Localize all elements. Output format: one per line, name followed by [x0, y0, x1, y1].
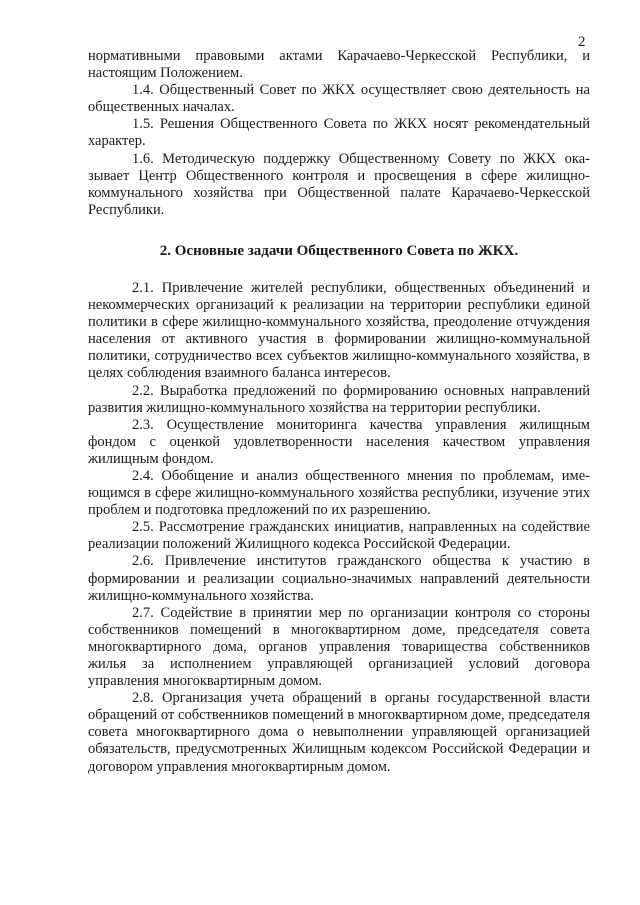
paragraph-2-2: 2.2. Выработка предложений по формированию основных направлений развития жилищно-коммунального хозяйства на территории республики.	[88, 382, 590, 416]
paragraph-1-5: 1.5. Решения Общественного Совета по ЖКХ носят рекомендательный характер.	[88, 116, 590, 150]
section-heading: 2. Основные задачи Общественного Совета по ЖКХ.	[159, 242, 519, 259]
paragraph-2-7: 2.7. Содействие в принятии мер по организации контроля со стороны собственников помещений в многоквартирном доме, председателя совета многоквартирного дома, органов управления товарищества собственников жилья за исполнением управляющей организацией условий договора управления многоквартирным домом.	[88, 604, 590, 690]
document-body	[88, 48, 590, 776]
paragraph-2-5: 2.5. Рассмотрение гражданских инициатив, направленных на содействие реализации положений Жилищного кодекса Российской Федерации.	[88, 519, 590, 553]
paragraph-2-6: 2.6. Привлечение институтов гражданского общества к участию в формировании и реализации социально-значимых направлений деятельности жилищно-коммунального хозяйства.	[88, 553, 590, 604]
paragraph-2-4: 2.4. Обобщение и анализ общественного мнения по проблемам, имеющимся в сфере жилищно-коммунального хозяйства республики, изучение этих проблем и подготовка предложений по их разрешению.	[88, 467, 590, 519]
paragraph-2-1: 2.1. Привлечение жителей республики, общественных объединений и некоммерческих организаций к реализации на территории республики единой политики в сфере жилищно-коммунального хозяйства, преодоление отчуждения населения от активного участия в формировании жилищно-коммунальной политики, сотрудничество всех субъектов жилищно-коммунального хозяйства, в целях соблюдения взаимного баланса интересов.	[88, 279, 590, 382]
paragraph-2-3: 2.3. Осуществление мониторинга качества управления жилищным фондом с оценкой удовлетворенности населения качеством управления жилищным фондом.	[88, 416, 590, 467]
page-number: 2	[578, 34, 586, 50]
paragraph-1-4: 1.4. Общественный Совет по ЖКХ осуществляет свою деятельность на общественных началах.	[88, 82, 590, 116]
paragraph-2-8: 2.8. Организация учета обращений в органы государственной власти обращений от собственников помещений в многоквартирном доме, председателя совета многоквартирного дома о невыполнении управляющей организацией обязательств, предусмотренных Жилищным кодексом Российской Федерации и договором управления многоквартирным домом.	[88, 690, 590, 775]
paragraph-continuation: нормативными правовыми актами Карачаево-Черкесской Республики, и настоящим Положением.	[88, 48, 590, 82]
paragraph-1-6: 1.6. Методическую поддержку Общественному Совету по ЖКХ оказывает Центр Общественного контроля и просвещения в сфере жилищно-коммунального хозяйства при Общественной палате Карачаево-Черкесской Республики.	[88, 150, 590, 218]
